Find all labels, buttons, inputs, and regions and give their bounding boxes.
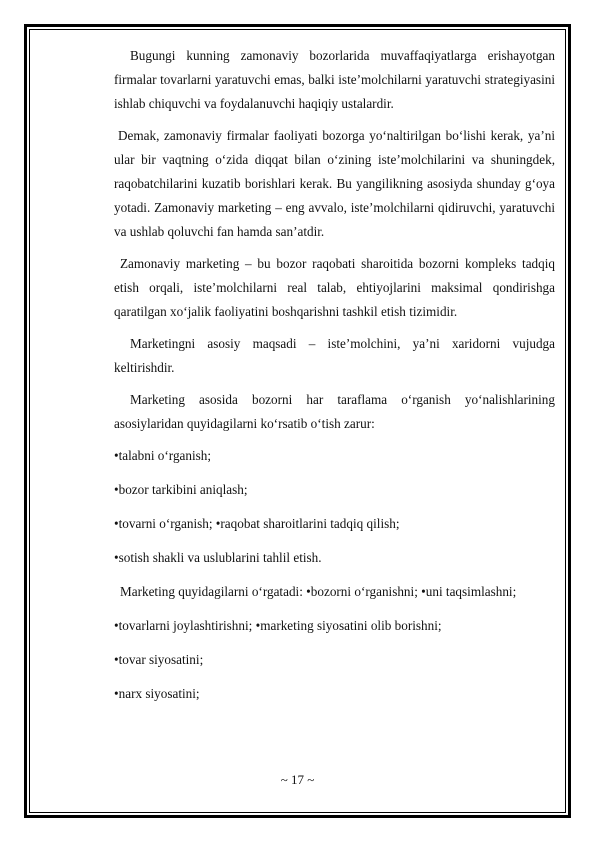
list-item: •talabni o‘rganish;	[114, 448, 212, 463]
page-body	[114, 44, 555, 716]
paragraph-main-goal: Marketingni asosiy maqsadi – iste’molchini, ya’ni xaridorni vujudga keltirishdir.	[114, 336, 555, 375]
list-item: •bozor tarkibini aniqlash;	[114, 482, 248, 497]
paragraph-intro: Bugungi kunning zamonaviy bozorlarida muvaffaqiyatlarga erishayotgan firmalar tovarlarni yaratuvchi emas, balki iste’molchilarni yaratuvchi strategiyasini ishlab chiquvchi va foydalanuvchi haqiqiy ustalardir.	[114, 48, 555, 111]
list-item: •tovarni o‘rganish; •raqobat sharoitlarini tadqiq qilish;	[114, 516, 400, 531]
paragraph-market-orientation: Demak, zamonaviy firmalar faoliyati bozorga yo‘naltirilgan bo‘lishi kerak, ya’ni ular bir vaqtning o‘zida diqqat bilan o‘zining iste’molchilarini va shuningdek, raqobatchilarini kuzatib borishlari kerak. Bu yangilikning asosiyda shunday g‘oya yotadi. Zamonaviy marketing – eng avvalo, iste’molchilarni qidiruvchi, yaratuvchi va ushlab qoluvchi fan hamda san’atdir.	[114, 128, 555, 239]
list-item: •tovar siyosatini;	[114, 652, 204, 667]
page-number: ~ 17 ~	[280, 772, 315, 787]
paragraph-research-directions: Marketing asosida bozorni har taraflama o‘rganish yo‘nalishlarining asosiylaridan quyidagilarni ko‘rsatib o‘tish zarur:	[114, 392, 555, 431]
list-item: •narx siyosatini;	[114, 686, 200, 701]
list-item: •sotish shakli va uslublarini tahlil etish.	[114, 550, 322, 565]
paragraph-definition: Zamonaviy marketing – bu bozor raqobati sharoitida bozorni kompleks tadqiq etish orqali, iste’molchilarni real talab, ehtiyojlarini maksimal qondirishga qaratilgan xo‘jalik faoliyatini boshqarishni tashkil etish tizimidir.	[114, 256, 555, 319]
functions-intro: Marketing quyidagilarni o‘rgatadi: •bozorni o‘rganishni; •uni taqsimlashni;	[120, 584, 517, 599]
list-item: •tovarlarni joylashtirishni; •marketing siyosatini olib borishni;	[114, 618, 442, 633]
